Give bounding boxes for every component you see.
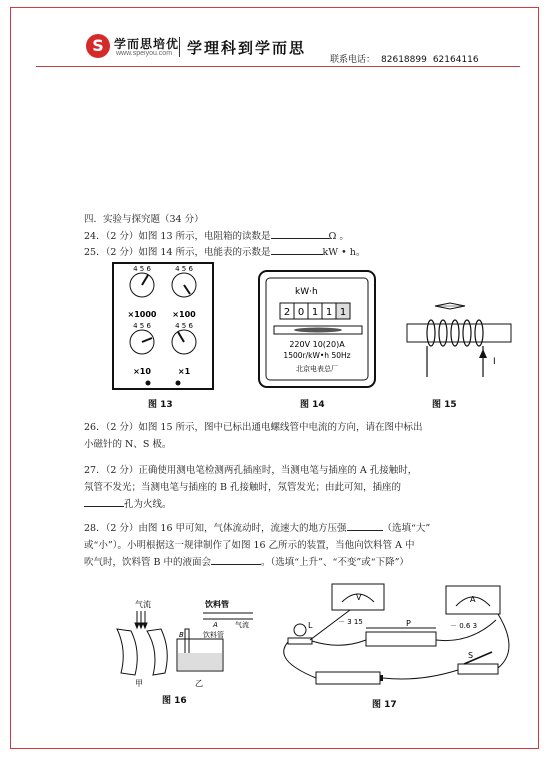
tube-label-2: 饮料管 [203, 631, 224, 639]
q28-line1a: 28．（2 分）由图 16 甲可知，气体流动时，流速大的地方压强 [84, 523, 347, 534]
dial-digits: 4 5 6 [175, 322, 193, 330]
contact-info [330, 52, 485, 65]
voltmeter-symbol: V [356, 593, 362, 602]
question-26 [84, 419, 480, 453]
ammeter-scale: － 0.6 3 [450, 622, 478, 630]
label-b: B [179, 631, 184, 639]
figure-16-airflow [105, 595, 275, 687]
dial-digits: 4 5 6 [175, 265, 193, 273]
digit: 1 [339, 307, 347, 318]
jia-label: 甲 [135, 679, 143, 687]
meter-unit: kW·h [295, 287, 318, 297]
airflow-arrows-icon [135, 611, 147, 628]
compass-needle [435, 303, 465, 309]
q24-text: 24．（2 分）如图 13 所示，电阻箱的读数是 [84, 231, 271, 242]
logo-icon: S [86, 34, 110, 58]
q25-unit: kW • h。 [322, 247, 366, 258]
q26-line1: 26．（2 分）如图 15 所示，图中已标出通电螺线管中电流的方向，请在图中标出 [84, 422, 423, 433]
mult-1000: ×1000 [127, 310, 157, 319]
question-28 [84, 520, 480, 571]
slogan: 学理科到学而思 [187, 39, 307, 57]
digit: 1 [325, 307, 333, 318]
digit: 1 [311, 307, 319, 318]
mult-100: ×100 [172, 310, 196, 319]
phone-2: 62164116 [432, 55, 479, 65]
meter-spec-1: 220V 10(20)A [289, 340, 345, 349]
q26-line2: 小磁针的 N、S 极。 [84, 439, 172, 450]
dial-digits: 4 5 6 [133, 265, 151, 273]
ammeter-symbol: A [470, 595, 476, 604]
contact-label: 联系电话： [330, 55, 376, 65]
q28-line1b: （选填“大” [382, 523, 431, 534]
current-arrow-icon [479, 349, 487, 358]
q24-blank [271, 228, 329, 239]
section-title: 四．实验与探究题（34 分） [84, 214, 204, 225]
brand-domain: www.speiyou.com [116, 50, 173, 57]
q27-line3: 孔为火线。 [124, 499, 172, 510]
phone-1: 82618899 [381, 55, 427, 65]
figure-16-caption: 图 16 [162, 696, 187, 706]
figure-15-solenoid [405, 302, 517, 384]
switch-s [458, 651, 498, 674]
question-24 [84, 228, 480, 245]
q24-unit: Ω 。 [328, 231, 349, 242]
q28-blank-1 [347, 520, 383, 531]
figure-17-caption: 图 17 [372, 700, 397, 710]
digit: 2 [283, 307, 291, 318]
q27-line2: 氖管不发光；当测电笔与插座的 B 孔接触时，氖管发光；由此可知，插座的 [84, 482, 402, 493]
mult-10: ×10 [133, 367, 151, 376]
airflow-label: 气流 [135, 600, 151, 609]
voltmeter [332, 584, 384, 626]
rheostat-label: P [406, 619, 411, 628]
paper-sheets [117, 629, 167, 675]
figure-14-energy-meter [258, 270, 376, 388]
terminal [146, 381, 151, 386]
q28-line2: 或“小”）。小明根据这一规律制作了如图 16 乙所示的装置，当他向饮料管 A 中 [84, 540, 415, 551]
mult-1: ×1 [177, 367, 191, 376]
figure-14-caption: 图 14 [300, 400, 325, 410]
meter-spec-2: 1500r/kW•h 50Hz [283, 351, 351, 360]
lamp-l [288, 621, 313, 644]
header-separator [179, 37, 180, 57]
meter-maker: 北京电表总厂 [296, 365, 338, 373]
q27-line1: 27．（2 分）正确使用测电笔检测两孔插座时，当测电笔与插座的 A 孔接触时， [84, 465, 418, 476]
switch-label: S [468, 651, 474, 660]
lamp-label: L [308, 621, 313, 630]
figure-17-circuit [270, 580, 525, 692]
digit: 0 [297, 307, 305, 318]
figure-13-resistance-box [112, 262, 214, 390]
q28-line3b: 。（选填“上升”、“不变”或“下降”） [261, 557, 409, 568]
q27-blank [84, 496, 124, 507]
dial-digits: 4 5 6 [133, 322, 151, 330]
rheostat-p [366, 619, 436, 646]
tube-label: 饮料管 [205, 600, 229, 609]
airflow-label-2: 气流 [235, 621, 249, 629]
q28-line3a: 吹气时，饮料管 B 中的液面会 [84, 557, 212, 568]
terminal [176, 381, 181, 386]
question-25 [84, 244, 480, 261]
header [86, 34, 506, 64]
voltmeter-scale: － 3 15 [338, 618, 363, 626]
q25-blank [271, 244, 323, 255]
battery-pack [316, 672, 383, 684]
brand-name: 学而思培优 [114, 37, 180, 51]
header-rule [36, 66, 520, 67]
figure-15-caption: 图 15 [432, 400, 457, 410]
figure-13-caption: 图 13 [148, 400, 173, 410]
label-a: A [213, 621, 218, 629]
q28-blank-2 [211, 554, 261, 565]
current-label: I [493, 357, 496, 367]
question-27 [84, 462, 480, 513]
yi-label: 乙 [195, 679, 203, 687]
q25-text: 25．（2 分）如图 14 所示，电能表的示数是 [84, 247, 271, 258]
